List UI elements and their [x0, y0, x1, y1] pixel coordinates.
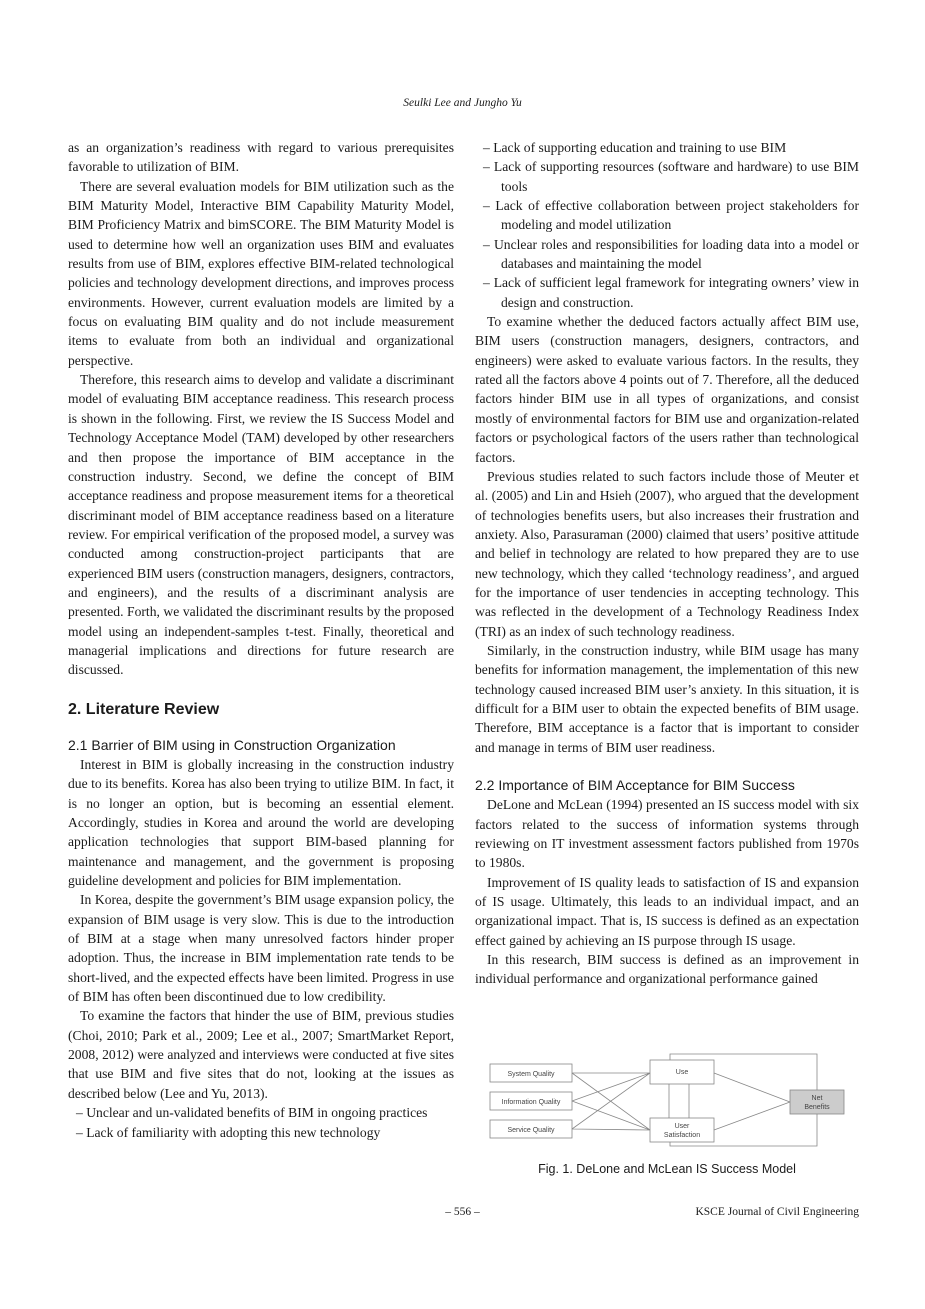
barrier-list-continued	[475, 138, 859, 312]
subsection-heading: 2.1 Barrier of BIM using in Construction Organization	[68, 736, 396, 753]
paragraph: as an organization’s readiness with regard to various prerequisites favorable to utilization of BIM.	[68, 140, 454, 175]
diagram-label: Information Quality	[501, 1099, 561, 1106]
diagram-label: Use	[675, 1069, 689, 1076]
paragraph: In this research, BIM success is defined as an improvement in individual performance and organizational performance gained	[475, 952, 859, 987]
right-column	[475, 138, 859, 989]
list-item: – Lack of familiarity with adopting this new technology	[68, 1123, 454, 1142]
list-item: – Lack of sufficient legal framework for integrating owners’ view in design and construction.	[475, 273, 859, 312]
diagram-label: Benefits	[804, 1104, 830, 1111]
paragraph: To examine the factors that hinder the use of BIM, previous studies (Choi, 2010; Park et al., 2009; Lee et al., 2007; SmartMarket Report, 2008, 2012) were analyzed and interviews were conducted at five sites that use BIM and five sites that do not, looking at the issues as described below (Lee and Yu, 2013).	[68, 1008, 454, 1101]
section-heading: 2. Literature Review	[68, 700, 220, 718]
paragraph: In Korea, despite the government’s BIM usage expansion policy, the expansion of BIM usage is very slow. This is due to the introduction of BIM at a stage when many unresolved factors hinder proper adoption. Thus, the increase in BIM implementation rate tends to be short-lived, and the expected effects have been limited. Progress in use of BIM has often been discontinued due to low credibility.	[68, 892, 454, 1005]
list-item: – Unclear and un-validated benefits of BIM in ongoing practices	[68, 1103, 454, 1122]
is-success-model-diagram	[488, 1052, 848, 1148]
journal-name: KSCE Journal of Civil Engineering	[695, 1206, 859, 1218]
figure-caption: Fig. 1. DeLone and McLean IS Success Model	[538, 1162, 796, 1176]
paragraph: Improvement of IS quality leads to satisfaction of IS and expansion of IS usage. Ultimately, this leads to an individual impact, and an organizational impact. That is, IS success is defined as an expectation effect gained by achieving an IS purpose through IS usage.	[475, 874, 859, 948]
diagram-label: User	[674, 1123, 690, 1130]
left-column	[68, 138, 454, 1142]
list-item: – Lack of supporting resources (software and hardware) to use BIM tools	[475, 157, 859, 196]
paragraph: Similarly, in the construction industry, while BIM usage has many benefits for information management, the implementation of this new technology caused increased BIM user’s anxiety. In this situation, it is difficult for a BIM user to obtain the expected benefits of BIM usage. Therefore, BIM acceptance is a factor that is important to consider and manage in terms of BIM user readiness.	[475, 642, 859, 755]
diagram-label: System Quality	[507, 1071, 555, 1078]
subsection-heading: 2.2 Importance of BIM Acceptance for BIM Success	[475, 777, 795, 793]
paragraph: To examine whether the deduced factors actually affect BIM use, BIM users (construction managers, designers, contractors, and engineers) were asked to evaluate various factors. In the results, they rated all the factors above 4 points out of 7. Therefore, all the deduced factors hinder BIM use in all types of organizations, and consist mostly of environmental factors for BIM use and organization-related factors or psychological factors of the users rather than technological factors.	[475, 314, 859, 465]
paragraph: There are several evaluation models for BIM utilization such as the BIM Maturity Model, Interactive BIM Capability Maturity Model, BIM Proficiency Matrix and bimSCORE. The BIM Maturity Model is used to determine how well an organization uses BIM and evaluates results from use of BIM, explores effective BIM-related technological policies and technology development directions, and improves process environments. However, current evaluation models are limited by a focus on evaluating BIM quality and do not include measurement items to evaluate from both an individual and organizational perspective.	[68, 178, 454, 368]
list-item: – Unclear roles and responsibilities for loading data into a model or databases and maintaining the model	[475, 235, 859, 274]
diagram-label: Satisfaction	[663, 1132, 701, 1139]
list-item: – Lack of effective collaboration between project stakeholders for modeling and model utilization	[475, 196, 859, 235]
diagram-label: Service Quality	[507, 1127, 555, 1134]
paragraph: Interest in BIM is globally increasing in the construction industry due to its benefits. Korea has also been trying to utilize BIM. In fact, it is no longer an option, but is becoming an essential element. Accordingly, studies in Korea and around the world are developing application technologies that support BIM-based planning for maintenance and management, and the government is proposing guideline development and policies for BIM implementation.	[68, 756, 454, 889]
paragraph: Therefore, this research aims to develop and validate a discriminant model of evaluating BIM acceptance readiness. This research process is shown in the following. First, we review the IS Success Model and Technology Acceptance Model (TAM) developed by other researchers and then propose the importance of BIM acceptance in the construction industry. Second, we define the concept of BIM acceptance readiness and propose measurement items for a theoretical discriminant model of BIM acceptance readiness based on a literature review. For empirical verification of the proposed model, a survey was conducted among construction-project participants that are experienced BIM users (construction managers, designers, contractors, and engineers), and the results of a discriminant analysis are presented. Forth, we validated the discriminant results by the proposed model using an independent-samples t-test. Finally, theoretical and managerial implications and directions for future research are discussed.	[68, 372, 454, 678]
page-number: – 556 –	[445, 1206, 480, 1218]
barrier-list	[68, 1103, 454, 1142]
running-header: Seulki Lee and Jungho Yu	[403, 97, 522, 109]
paragraph: Previous studies related to such factors include those of Meuter et al. (2005) and Lin and Hsieh (2007), who argued that the development of technologies benefits users, but also increases their frustration and anxiety. Also, Parasuraman (2000) claimed that users’ positive attitude and belief in technology are related to how prepared they are to use new technology, which they called ‘technology readiness’, and argued for the importance of user tendencies in accepting technology. This was reflected in the development of a Technology Readiness Index (TRI) as an index of such technology readiness.	[475, 468, 859, 639]
list-item: – Lack of supporting education and training to use BIM	[475, 138, 859, 157]
paragraph: DeLone and McLean (1994) presented an IS success model with six factors related to the success of information systems through reviewing on IT investment assessment factors published from 1970s to 1980s.	[475, 797, 859, 871]
diagram-label: Net	[811, 1095, 823, 1102]
